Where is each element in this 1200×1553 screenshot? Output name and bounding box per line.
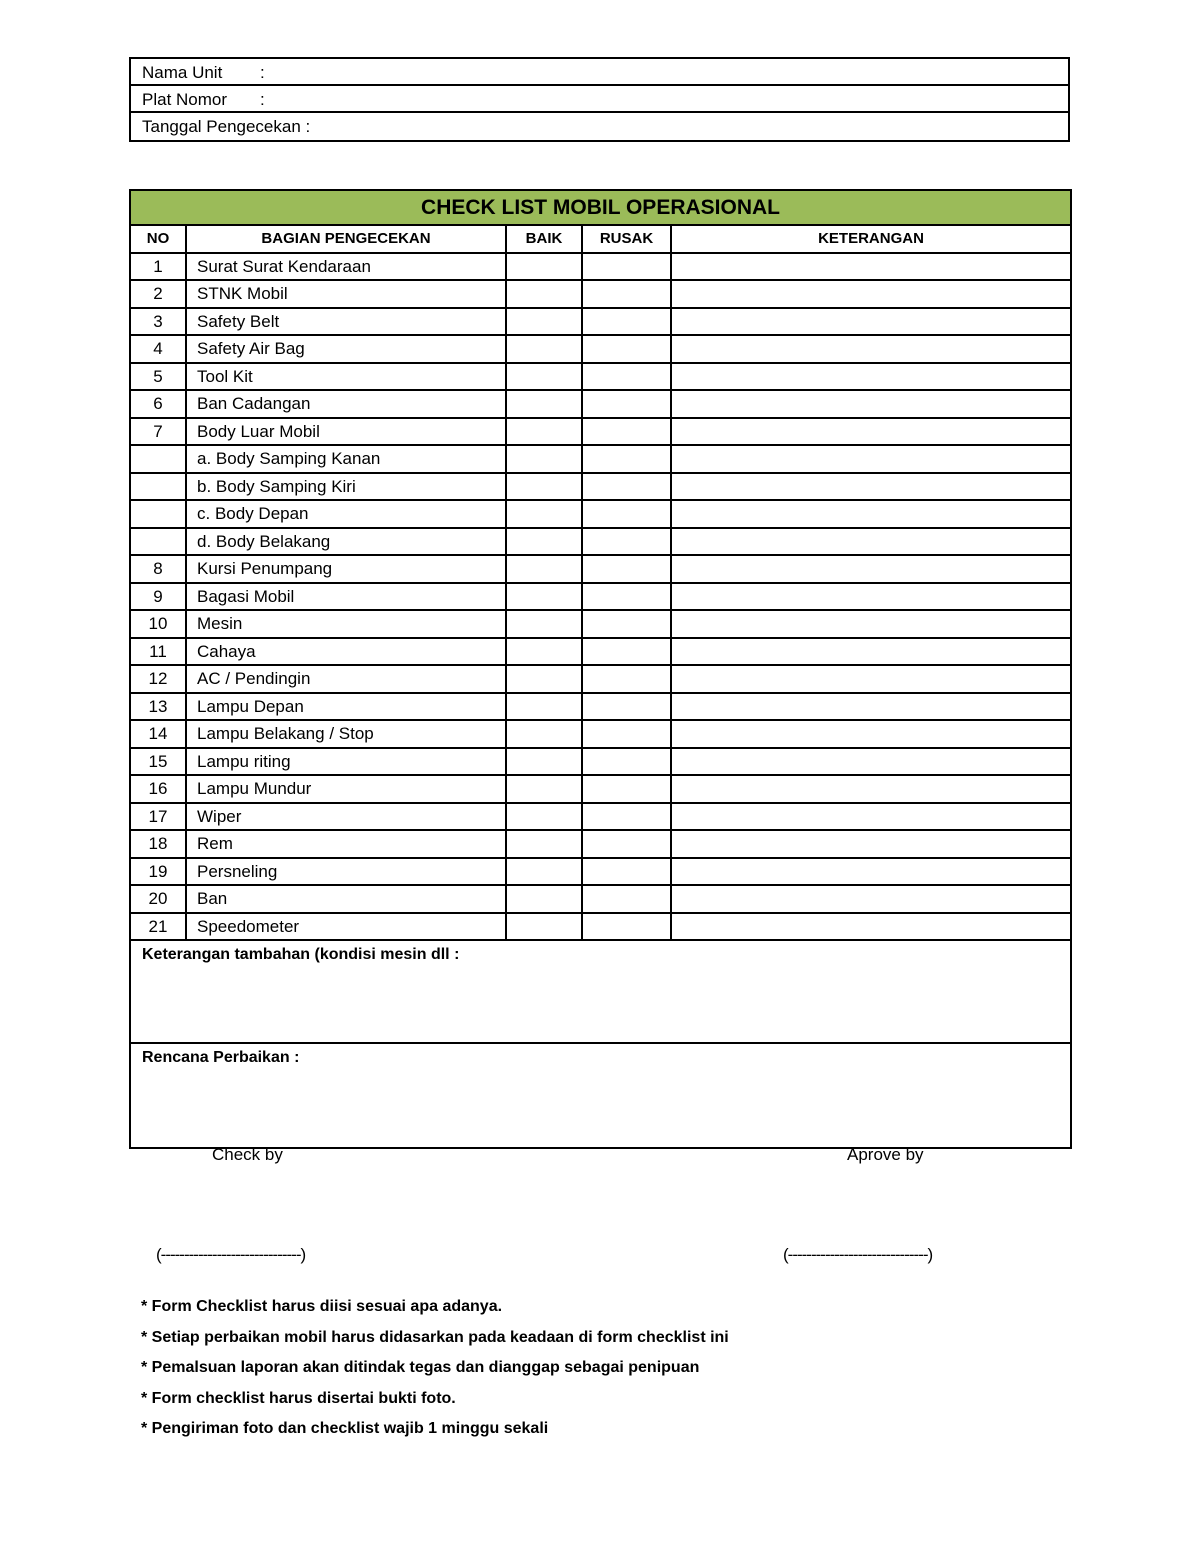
row-item: Lampu riting <box>186 748 506 776</box>
footnote: * Form Checklist harus diisi sesuai apa adanya. <box>141 1298 503 1315</box>
row-number <box>130 500 186 528</box>
row-item: Lampu Depan <box>186 693 506 721</box>
row-number: 1 <box>130 253 186 281</box>
baik-cell[interactable] <box>506 638 582 666</box>
table-row <box>130 803 1071 831</box>
baik-cell[interactable] <box>506 720 582 748</box>
column-header-damaged: RUSAK <box>582 225 671 253</box>
table-row <box>130 693 1071 721</box>
table-row <box>130 308 1071 336</box>
row-item: d. Body Belakang <box>186 528 506 556</box>
rusak-cell[interactable] <box>582 748 671 776</box>
row-item: Safety Air Bag <box>186 335 506 363</box>
footnote: * Setiap perbaikan mobil harus didasarkan pada keadaan di form checklist ini <box>141 1328 729 1346</box>
row-item: Rem <box>186 830 506 858</box>
baik-cell[interactable] <box>506 280 582 308</box>
table-row <box>130 280 1071 308</box>
row-number: 3 <box>130 308 186 336</box>
row-number: 14 <box>130 720 186 748</box>
row-item: Surat Surat Kendaraan <box>186 253 506 281</box>
baik-cell[interactable] <box>506 473 582 501</box>
approve-by-signature-line[interactable]: (------------------------------) <box>783 1245 933 1264</box>
baik-cell[interactable] <box>506 583 582 611</box>
keterangan-cell[interactable] <box>671 418 1071 446</box>
row-number: 13 <box>130 693 186 721</box>
table-row <box>130 720 1071 748</box>
additional-notes-label: Keterangan tambahan (kondisi mesin dll : <box>142 946 460 963</box>
baik-cell[interactable] <box>506 335 582 363</box>
row-number: 19 <box>130 858 186 886</box>
footnote: * Pemalsuan laporan akan ditindak tegas dan dianggap sebagai penipuan <box>141 1359 700 1376</box>
row-item: Mesin <box>186 610 506 638</box>
rusak-cell[interactable] <box>582 830 671 858</box>
row-item: Lampu Belakang / Stop <box>186 720 506 748</box>
checklist-title: CHECK LIST MOBIL OPERASIONAL <box>130 190 1071 225</box>
rusak-cell[interactable] <box>582 308 671 336</box>
keterangan-cell[interactable] <box>671 610 1071 638</box>
row-number: 16 <box>130 775 186 803</box>
rusak-cell[interactable] <box>582 638 671 666</box>
row-item: Cahaya <box>186 638 506 666</box>
keterangan-cell[interactable] <box>671 665 1071 693</box>
row-item: Tool Kit <box>186 363 506 391</box>
row-item: Speedometer <box>186 913 506 941</box>
baik-cell[interactable] <box>506 610 582 638</box>
baik-cell[interactable] <box>506 308 582 336</box>
column-header-good: BAIK <box>506 225 582 253</box>
check-by-label: Check by <box>212 1145 283 1164</box>
table-row <box>130 610 1071 638</box>
plate-number-separator: : <box>260 90 265 109</box>
row-item: Persneling <box>186 858 506 886</box>
row-number: 21 <box>130 913 186 941</box>
baik-cell[interactable] <box>506 885 582 913</box>
row-item: Wiper <box>186 803 506 831</box>
row-number <box>130 473 186 501</box>
rusak-cell[interactable] <box>582 665 671 693</box>
row-item: Ban Cadangan <box>186 390 506 418</box>
row-item: Ban <box>186 885 506 913</box>
row-item: Body Luar Mobil <box>186 418 506 446</box>
keterangan-cell[interactable] <box>671 335 1071 363</box>
rusak-cell[interactable] <box>582 390 671 418</box>
row-number: 5 <box>130 363 186 391</box>
row-number: 20 <box>130 885 186 913</box>
table-row <box>130 583 1071 611</box>
rusak-cell[interactable] <box>582 363 671 391</box>
rusak-cell[interactable] <box>582 610 671 638</box>
row-number: 10 <box>130 610 186 638</box>
table-row <box>130 528 1071 556</box>
row-item: AC / Pendingin <box>186 665 506 693</box>
baik-cell[interactable] <box>506 253 582 281</box>
table-row <box>130 638 1071 666</box>
keterangan-cell[interactable] <box>671 528 1071 556</box>
rusak-cell[interactable] <box>582 528 671 556</box>
keterangan-cell[interactable] <box>671 638 1071 666</box>
repair-plan-field[interactable] <box>130 1043 1071 1148</box>
table-row <box>130 885 1071 913</box>
table-row <box>130 500 1071 528</box>
footnote: * Pengiriman foto dan checklist wajib 1 minggu sekali <box>141 1420 549 1437</box>
column-header-no: NO <box>130 225 186 253</box>
keterangan-cell[interactable] <box>671 363 1071 391</box>
plate-number-label: Plat Nomor <box>142 90 228 109</box>
unit-name-separator: : <box>260 63 265 82</box>
table-row <box>130 418 1071 446</box>
rusak-cell[interactable] <box>582 858 671 886</box>
keterangan-cell[interactable] <box>671 885 1071 913</box>
table-row <box>130 253 1071 281</box>
keterangan-cell[interactable] <box>671 693 1071 721</box>
row-item: Bagasi Mobil <box>186 583 506 611</box>
keterangan-cell[interactable] <box>671 583 1071 611</box>
column-header-row <box>130 225 1071 253</box>
baik-cell[interactable] <box>506 803 582 831</box>
table-row <box>130 555 1071 583</box>
check-by-signature-line[interactable]: (------------------------------) <box>156 1245 306 1264</box>
table-row <box>130 913 1071 941</box>
row-number <box>130 528 186 556</box>
row-number: 6 <box>130 390 186 418</box>
rusak-cell[interactable] <box>582 473 671 501</box>
baik-cell[interactable] <box>506 775 582 803</box>
keterangan-cell[interactable] <box>671 308 1071 336</box>
rusak-cell[interactable] <box>582 913 671 941</box>
rusak-cell[interactable] <box>582 335 671 363</box>
baik-cell[interactable] <box>506 555 582 583</box>
table-row <box>130 775 1071 803</box>
keterangan-cell[interactable] <box>671 913 1071 941</box>
rusak-cell[interactable] <box>582 803 671 831</box>
row-item: Safety Belt <box>186 308 506 336</box>
baik-cell[interactable] <box>506 445 582 473</box>
row-number: 11 <box>130 638 186 666</box>
column-header-part: BAGIAN PENGECEKAN <box>186 225 506 253</box>
rusak-cell[interactable] <box>582 693 671 721</box>
table-row <box>130 363 1071 391</box>
baik-cell[interactable] <box>506 693 582 721</box>
rusak-cell[interactable] <box>582 445 671 473</box>
rusak-cell[interactable] <box>582 500 671 528</box>
unit-name-label: Nama Unit <box>142 63 223 82</box>
row-number: 12 <box>130 665 186 693</box>
keterangan-cell[interactable] <box>671 390 1071 418</box>
row-item: STNK Mobil <box>186 280 506 308</box>
keterangan-cell[interactable] <box>671 500 1071 528</box>
row-number: 15 <box>130 748 186 776</box>
unit-name-row[interactable] <box>131 59 1068 86</box>
keterangan-cell[interactable] <box>671 473 1071 501</box>
unit-info-box <box>129 57 1070 142</box>
baik-cell[interactable] <box>506 528 582 556</box>
baik-cell[interactable] <box>506 390 582 418</box>
rusak-cell[interactable] <box>582 280 671 308</box>
row-item: c. Body Depan <box>186 500 506 528</box>
check-date-row[interactable] <box>131 113 1068 140</box>
baik-cell[interactable] <box>506 500 582 528</box>
rusak-cell[interactable] <box>582 253 671 281</box>
keterangan-cell[interactable] <box>671 720 1071 748</box>
table-row <box>130 390 1071 418</box>
rusak-cell[interactable] <box>582 775 671 803</box>
rusak-cell[interactable] <box>582 555 671 583</box>
row-number: 8 <box>130 555 186 583</box>
row-number: 2 <box>130 280 186 308</box>
keterangan-cell[interactable] <box>671 775 1071 803</box>
baik-cell[interactable] <box>506 363 582 391</box>
row-item: a. Body Samping Kanan <box>186 445 506 473</box>
row-number: 4 <box>130 335 186 363</box>
baik-cell[interactable] <box>506 418 582 446</box>
table-row <box>130 445 1071 473</box>
rusak-cell[interactable] <box>582 885 671 913</box>
keterangan-cell[interactable] <box>671 748 1071 776</box>
checklist-body <box>130 253 1071 1149</box>
keterangan-cell[interactable] <box>671 253 1071 281</box>
keterangan-cell[interactable] <box>671 445 1071 473</box>
checklist-table <box>129 189 1072 1149</box>
baik-cell[interactable] <box>506 830 582 858</box>
additional-notes-field[interactable] <box>130 940 1071 1043</box>
keterangan-cell[interactable] <box>671 858 1071 886</box>
table-row <box>130 473 1071 501</box>
row-number: 7 <box>130 418 186 446</box>
column-header-notes: KETERANGAN <box>671 225 1071 253</box>
rusak-cell[interactable] <box>582 418 671 446</box>
baik-cell[interactable] <box>506 665 582 693</box>
approve-by-label: Aprove by <box>847 1145 924 1164</box>
footnotes-list <box>141 1292 729 1445</box>
rusak-cell[interactable] <box>582 720 671 748</box>
repair-plan-label: Rencana Perbaikan : <box>142 1049 300 1066</box>
row-number: 9 <box>130 583 186 611</box>
table-row <box>130 830 1071 858</box>
keterangan-cell[interactable] <box>671 555 1071 583</box>
keterangan-cell[interactable] <box>671 280 1071 308</box>
rusak-cell[interactable] <box>582 583 671 611</box>
footnote: * Form checklist harus disertai bukti foto. <box>141 1389 456 1407</box>
keterangan-cell[interactable] <box>671 803 1071 831</box>
baik-cell[interactable] <box>506 748 582 776</box>
row-number: 18 <box>130 830 186 858</box>
check-date-label: Tanggal Pengecekan : <box>142 117 311 136</box>
table-row <box>130 335 1071 363</box>
keterangan-cell[interactable] <box>671 830 1071 858</box>
plate-number-row[interactable] <box>131 86 1068 113</box>
row-item: Lampu Mundur <box>186 775 506 803</box>
table-row <box>130 748 1071 776</box>
row-item: b. Body Samping Kiri <box>186 473 506 501</box>
row-number <box>130 445 186 473</box>
baik-cell[interactable] <box>506 913 582 941</box>
row-number: 17 <box>130 803 186 831</box>
table-row <box>130 665 1071 693</box>
baik-cell[interactable] <box>506 858 582 886</box>
table-row <box>130 858 1071 886</box>
row-item: Kursi Penumpang <box>186 555 506 583</box>
